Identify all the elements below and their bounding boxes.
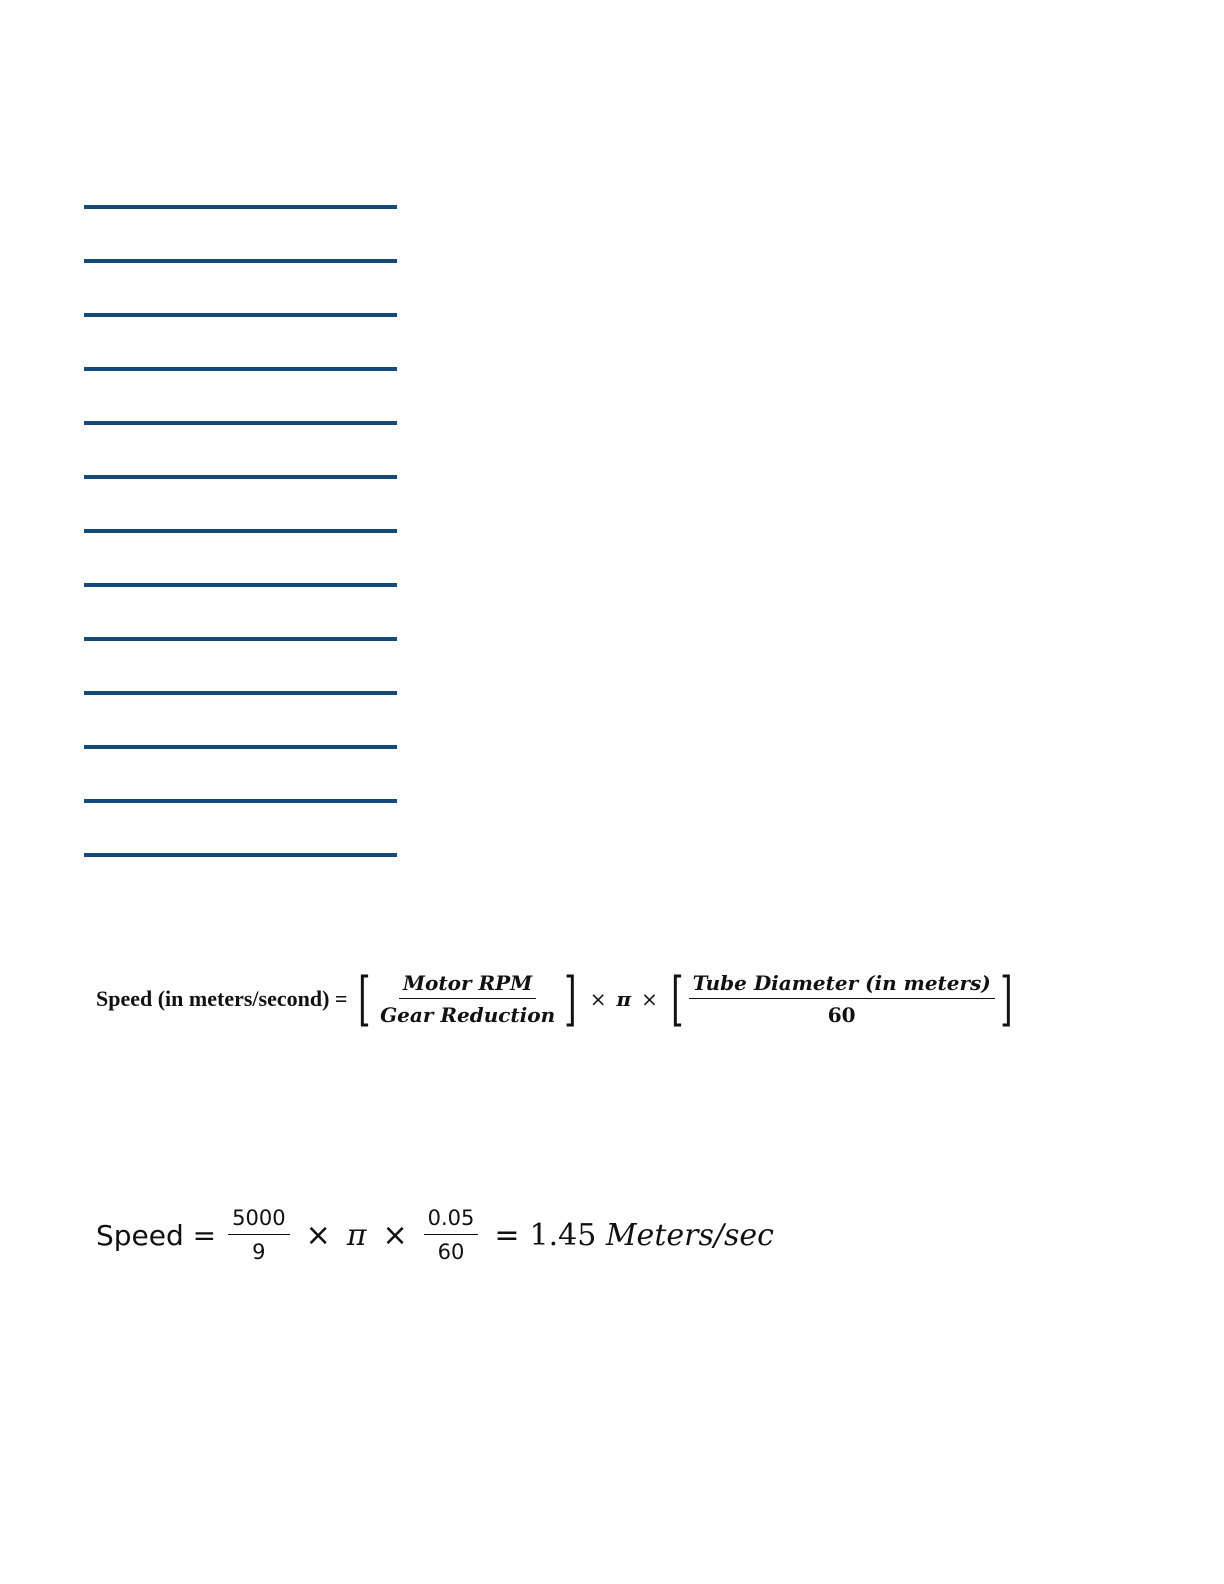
answer-line: [84, 475, 397, 479]
close-bracket: ]: [999, 965, 1013, 1033]
fraction-numerator: 0.05: [424, 1205, 479, 1235]
close-bracket: ]: [564, 965, 577, 1033]
times-symbol: ×: [641, 987, 658, 1011]
speed-formula-general: [96, 965, 1017, 1033]
open-bracket: [: [358, 965, 371, 1033]
formula-label: Speed (in meters/second) =: [96, 986, 348, 1011]
answer-line: [84, 637, 397, 641]
answer-line: [84, 205, 397, 209]
diameter-fraction: [689, 970, 995, 1028]
fraction-denominator: Gear Reduction: [380, 1003, 556, 1027]
fraction-numerator: Tube Diameter (in meters): [689, 970, 995, 999]
answer-line: [84, 529, 397, 533]
answer-line: [84, 421, 397, 425]
fraction-numerator: 5000: [228, 1205, 289, 1235]
result-value: 1.45: [529, 1217, 597, 1253]
answer-lines: [84, 205, 397, 907]
pi-symbol: π: [616, 987, 632, 1011]
times-symbol: ×: [589, 987, 607, 1011]
result: [530, 1218, 774, 1253]
times-symbol: ×: [305, 1217, 331, 1253]
fraction-numerator: Motor RPM: [399, 970, 536, 999]
answer-line: [84, 583, 397, 587]
rpm-fraction: [228, 1205, 289, 1265]
answer-line: [84, 367, 397, 371]
answer-line: [84, 745, 397, 749]
answer-line: [84, 799, 397, 803]
equals-symbol: =: [494, 1217, 520, 1253]
open-bracket: [: [671, 965, 684, 1033]
diameter-fraction: [424, 1205, 479, 1265]
fraction-denominator: 60: [827, 1003, 856, 1027]
speed-formula-example: [96, 1205, 774, 1265]
answer-line: [84, 259, 397, 263]
answer-line: [84, 313, 397, 317]
formula-label: Speed =: [96, 1218, 217, 1252]
fraction-denominator: 60: [437, 1240, 465, 1264]
times-symbol: ×: [382, 1217, 408, 1253]
result-unit: Meters/sec: [605, 1217, 774, 1253]
answer-line: [84, 853, 397, 857]
fraction-denominator: 9: [252, 1240, 266, 1264]
rpm-fraction: [376, 970, 559, 1028]
answer-line: [84, 691, 397, 695]
pi-symbol: π: [346, 1217, 367, 1253]
